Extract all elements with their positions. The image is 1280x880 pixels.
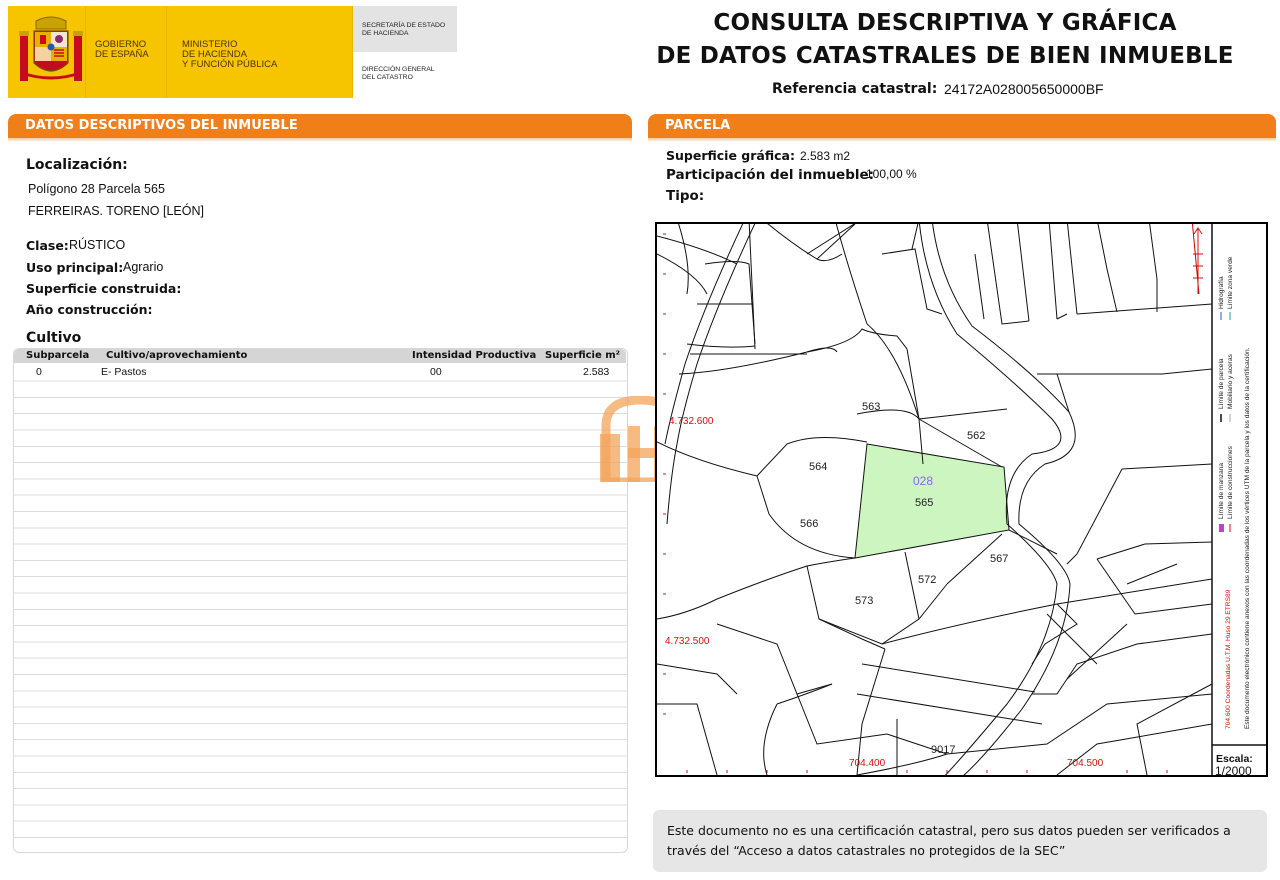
map-label: Hidrografía	[1218, 276, 1225, 309]
parcel-number: 563	[862, 401, 881, 413]
parcel-number: 564	[809, 461, 828, 473]
escala-label: Escala:	[1216, 753, 1253, 765]
parcel-number: 567	[990, 553, 1009, 565]
localizacion-line2: FERREIRAS. TORENO [LEÓN]	[28, 204, 204, 218]
cultivo-table	[13, 348, 628, 853]
map-label: Límite de manzana	[1218, 462, 1225, 519]
cultivo-title: Cultivo	[26, 330, 82, 346]
parcel-number: 562	[967, 430, 986, 442]
svg-text:704.600 Coordenadas U.T.M. Hus	[1225, 589, 1232, 729]
gobierno-text: GOBIERNO DE ESPAÑA	[95, 39, 149, 60]
disclaimer-notice	[653, 810, 1267, 872]
superficie-construida-label: Superficie construida:	[26, 281, 182, 296]
localizacion-line1: Polígono 28 Parcela 565	[28, 182, 165, 196]
north-arrow-icon	[1193, 228, 1203, 294]
clase-value: RÚSTICO	[69, 238, 126, 252]
escala-value: 1/2000	[1215, 764, 1252, 775]
superficie-grafica-value: 2.583 m2	[800, 149, 851, 163]
clase-label: Clase:	[26, 238, 69, 253]
side-note: Este documento electrónico contiene anexos con las coordenadas de los vértices UTM de la parcela y los datos de la certificación.	[1244, 347, 1251, 729]
localizacion-label: Localización:	[26, 157, 128, 173]
superficie-grafica-label: Superficie gráfica:	[666, 148, 795, 163]
parcel-number: 565	[915, 497, 934, 509]
map-label: Límite de construcciones	[1227, 446, 1234, 519]
map-label: Límite zona verde	[1227, 256, 1234, 309]
col-intensidad: Intensidad Productiva	[412, 350, 537, 361]
col-cultivo: Cultivo/aprovechamiento	[106, 350, 248, 361]
refcat-value: 24172A028005650000BF	[944, 81, 1104, 97]
uso-value: Agrario	[123, 260, 164, 274]
refcat-label: Referencia catastral:	[772, 81, 938, 97]
section-header-parcela: PARCELA	[648, 114, 1276, 138]
poligono-label: 028	[913, 474, 934, 488]
parcel-number: 573	[855, 595, 874, 607]
uso-label: Uso principal:	[26, 260, 124, 275]
notice-line1: Este documento no es una certificación catastral, pero sus datos pueden ser verificados a	[667, 823, 1231, 838]
parcel-number: 572	[918, 574, 937, 586]
map-label: 704.600	[1225, 705, 1232, 729]
map-label: Coordenadas U.T.M. Huso 29 ETRS89	[1225, 589, 1232, 704]
col-superficie: Superficie m²	[545, 350, 621, 361]
cadastral-map	[655, 222, 1268, 777]
divider	[648, 138, 1276, 142]
participacion-label: Participación del inmueble:	[666, 167, 875, 183]
coord-y-top: 4.732.600	[669, 416, 714, 427]
parcel-number: 566	[800, 518, 819, 530]
page-title: CONSULTA DESCRIPTIVA Y GRÁFICA	[713, 10, 1177, 36]
divider	[166, 6, 167, 98]
col-subparcela: Subparcela	[26, 350, 90, 361]
section-header-datos: DATOS DESCRIPTIVOS DEL INMUEBLE	[8, 114, 632, 138]
page-title-line2: DE DATOS CATASTRALES DE BIEN INMUEBLE	[656, 43, 1234, 69]
parcel-number: 9017	[931, 744, 956, 756]
ministerio-text: MINISTERIO DE HACIENDA Y FUNCIÓN PÚBLICA	[182, 39, 278, 70]
anio-construccion-label: Año construcción:	[26, 302, 153, 317]
cell-superficie: 2.583	[583, 366, 610, 378]
map-label: Límite de parcela	[1218, 358, 1225, 409]
cell-intensidad: 00	[430, 366, 442, 378]
notice-line2: través del “Acceso a datos catastrales no protegidos de la SEC”	[667, 843, 1066, 858]
cell-subparcela: 0	[36, 366, 42, 378]
direccion-text: DIRECCIÓN GENERAL DEL CATASTRO	[362, 66, 435, 81]
coord-x-right: 704.500	[1067, 758, 1104, 769]
participacion-value: 100,00 %	[866, 167, 917, 181]
divider	[85, 6, 86, 98]
coat-of-arms-icon	[18, 15, 84, 85]
coord-x-left: 704.400	[849, 758, 886, 769]
secretaria-text: SECRETARÍA DE ESTADO DE HACIENDA	[362, 22, 446, 37]
tipo-label: Tipo:	[666, 188, 705, 204]
cell-cultivo: E- Pastos	[101, 366, 147, 378]
map-label: Mobiliario y aceras	[1227, 354, 1234, 409]
coord-y-bottom: 4.732.500	[665, 636, 710, 647]
divider	[8, 138, 632, 142]
